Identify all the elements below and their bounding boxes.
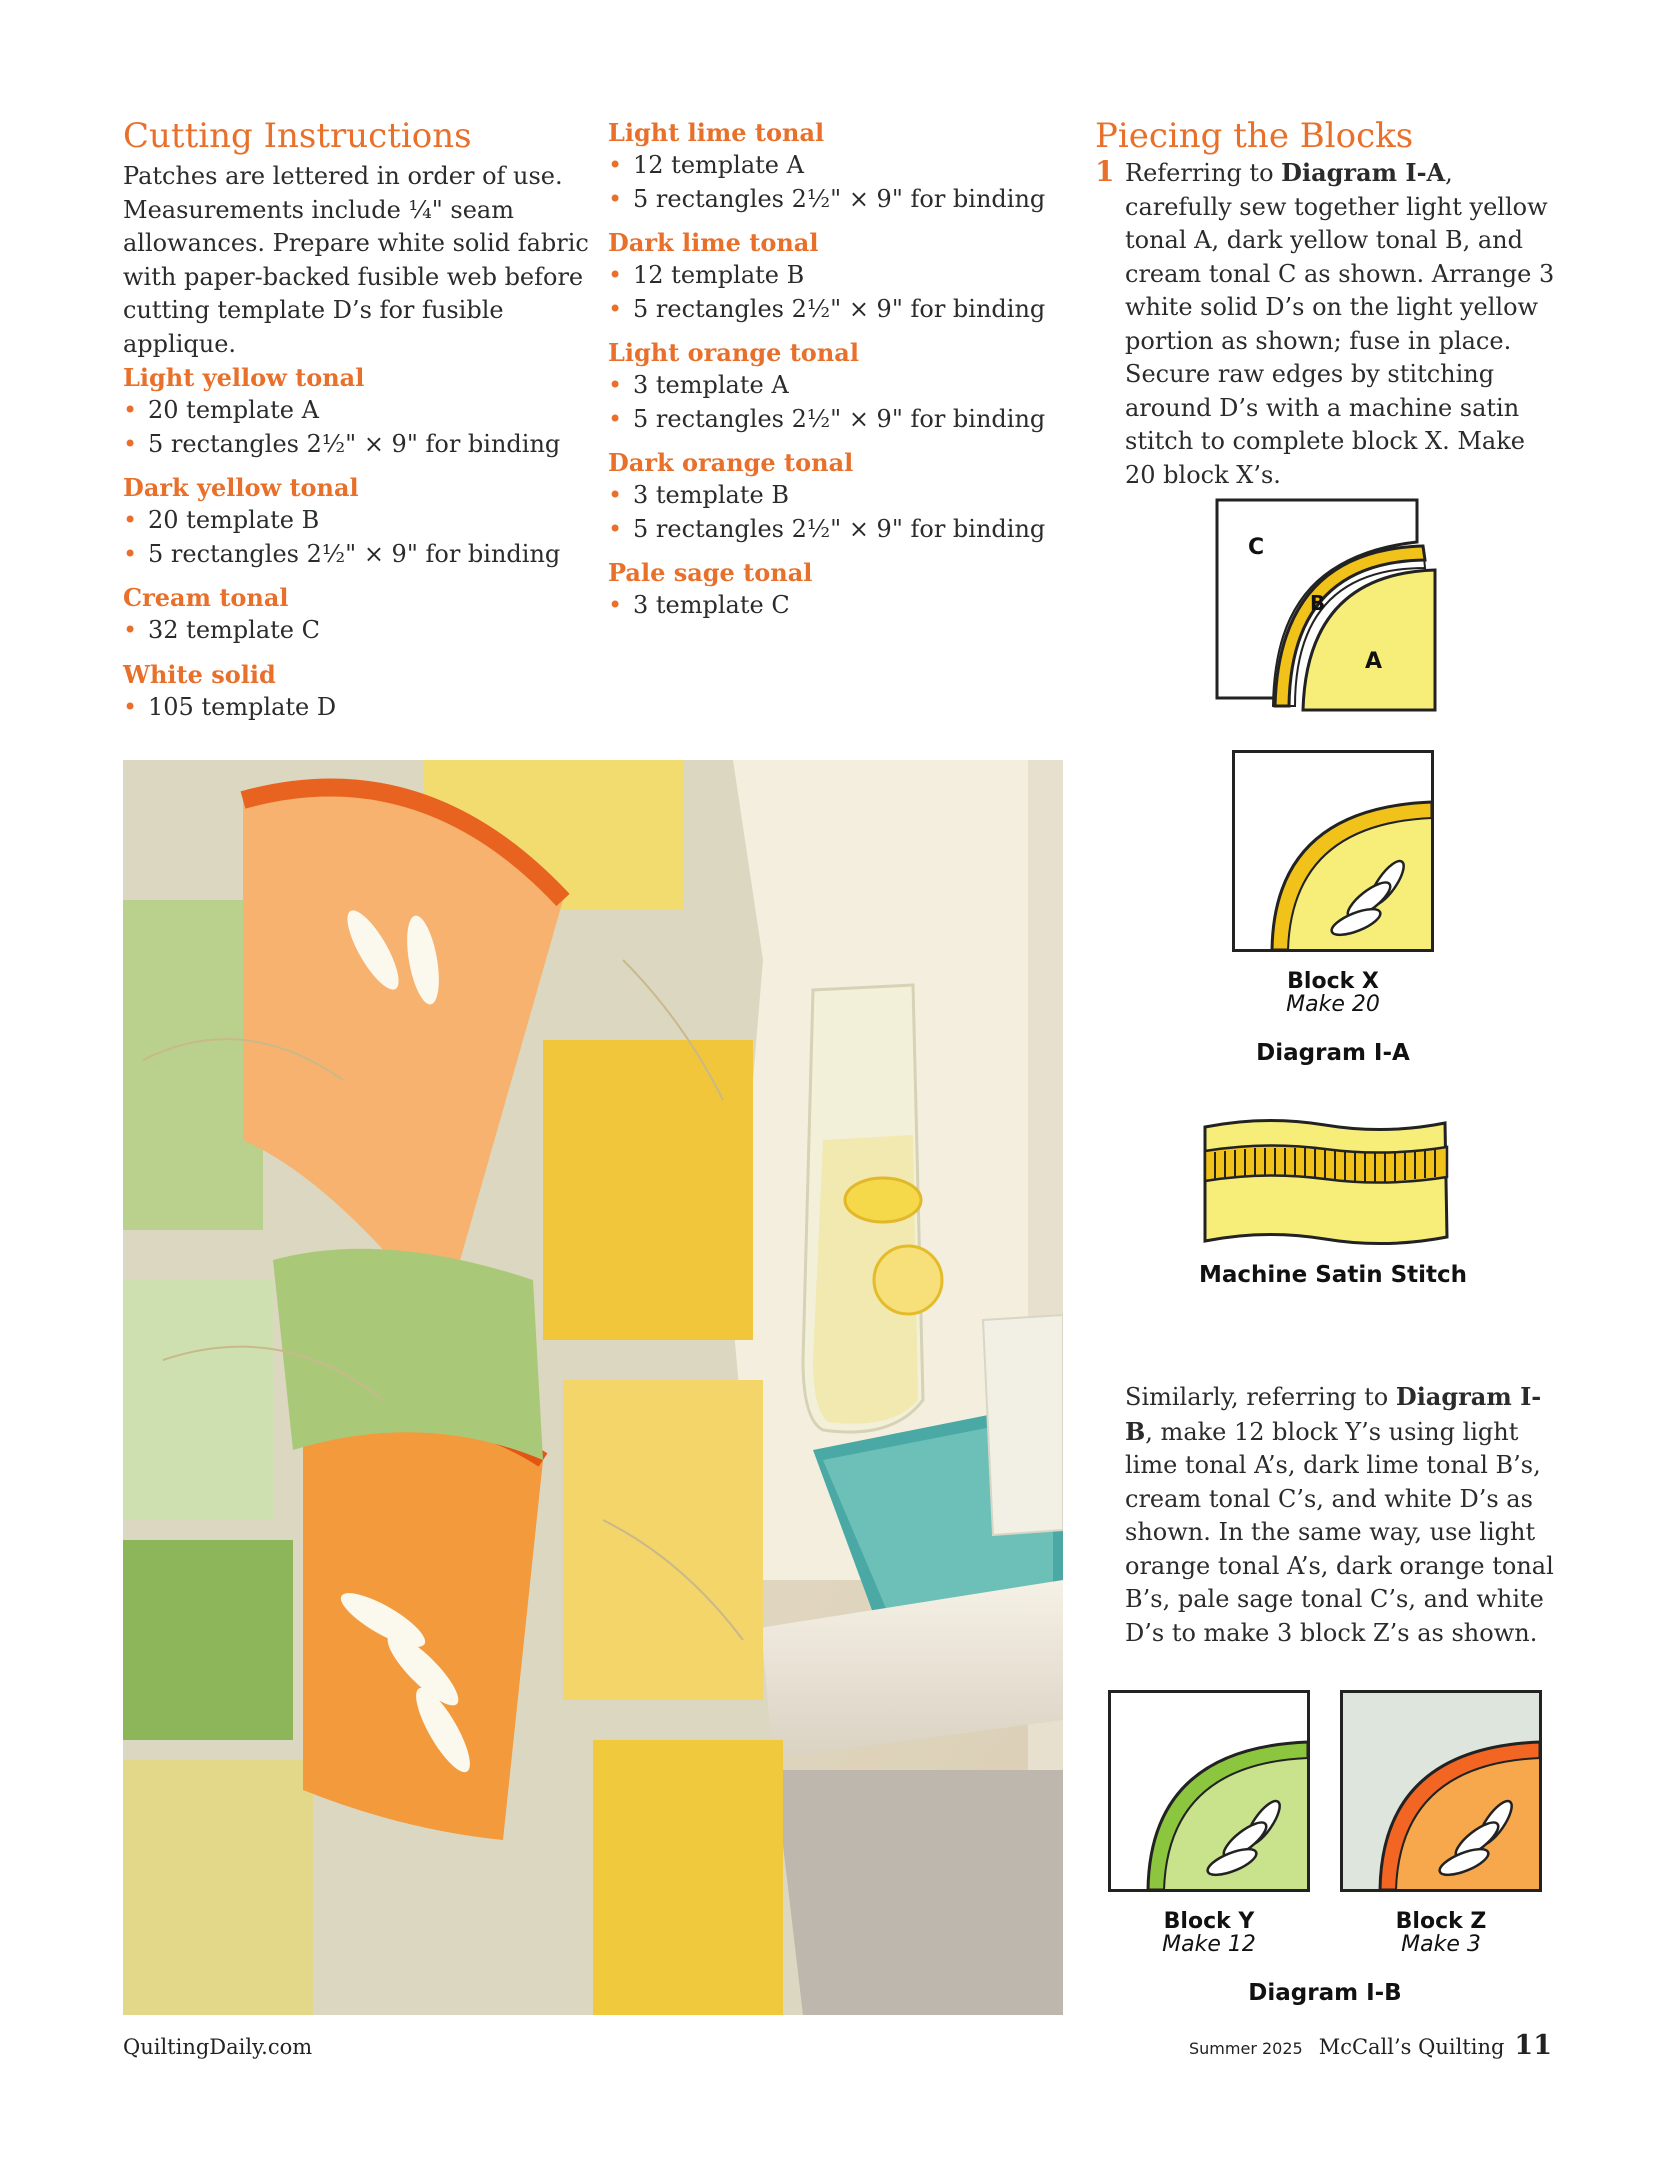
satin-stitch-caption: Machine Satin Stitch bbox=[1198, 1262, 1468, 1288]
diagram-ib-title: Diagram I-B bbox=[1248, 1980, 1402, 2006]
list-item: • 5 rectangles 2½" × 9" for binding bbox=[608, 403, 1048, 437]
footer-publication bbox=[1189, 2030, 1552, 2061]
piecing-title: Piecing the Blocks bbox=[1095, 116, 1414, 156]
step-1b-text-a: Similarly, referring to bbox=[1125, 1383, 1396, 1411]
label-a: A bbox=[1365, 649, 1383, 674]
footer-season: Summer 2025 bbox=[1189, 2039, 1303, 2058]
step-1-paragraph bbox=[1095, 156, 1555, 492]
diagram-ia-assembly bbox=[1215, 498, 1437, 720]
diagram-reference: Diagram I-B bbox=[1125, 1382, 1542, 1446]
list-item: • 105 template D bbox=[123, 691, 593, 725]
diagram-ia-title: Diagram I-A bbox=[1256, 1040, 1410, 1066]
cutting-title: Cutting Instructions bbox=[123, 116, 472, 156]
step-1-text-a: Referring to bbox=[1125, 159, 1282, 187]
block-x-count: Make 20 bbox=[1286, 992, 1380, 1017]
block-y-caption bbox=[1109, 1910, 1309, 1956]
group-name: Dark yellow tonal bbox=[123, 473, 359, 502]
list-item: • 5 rectangles 2½" × 9" for binding bbox=[608, 513, 1048, 547]
block-z-caption bbox=[1341, 1910, 1541, 1956]
satin-stitch-illustration bbox=[1195, 1115, 1457, 1255]
list-item: • 5 rectangles 2½" × 9" for binding bbox=[608, 183, 1048, 217]
cutting-column-left bbox=[123, 116, 593, 734]
cutting-column-middle bbox=[608, 116, 1048, 633]
block-x-name: Block X bbox=[1287, 969, 1379, 994]
block-y-count: Make 12 bbox=[1162, 1932, 1256, 1957]
list-item: • 5 rectangles 2½" × 9" for binding bbox=[123, 428, 593, 462]
footer-magazine: McCall’s Quilting bbox=[1318, 2035, 1505, 2059]
group-list bbox=[123, 394, 593, 461]
page-number: 11 bbox=[1514, 2030, 1552, 2061]
group-name: Pale sage tonal bbox=[608, 558, 813, 587]
group-list bbox=[608, 259, 1048, 326]
block-x-diagram bbox=[1232, 750, 1434, 952]
label-c: C bbox=[1248, 535, 1265, 560]
group-list bbox=[608, 149, 1048, 216]
group-list bbox=[608, 589, 1048, 623]
group-name: Dark lime tonal bbox=[608, 228, 819, 257]
list-item: • 3 template A bbox=[608, 369, 1048, 403]
list-item: • 20 template B bbox=[123, 504, 593, 538]
list-item: • 5 rectangles 2½" × 9" for binding bbox=[123, 538, 593, 572]
group-name: Dark orange tonal bbox=[608, 448, 854, 477]
list-item: • 32 template C bbox=[123, 614, 593, 648]
group-name: Cream tonal bbox=[123, 583, 289, 612]
block-z-name: Block Z bbox=[1395, 1909, 1487, 1934]
cutting-intro: Patches are lettered in order of use. Measurements include ¼" seam allowances. Prepare white solid fabric with paper-backed fusible web before cutting template D’s for fusible applique. bbox=[123, 162, 589, 358]
list-item: • 5 rectangles 2½" × 9" for binding bbox=[608, 293, 1048, 327]
list-item: • 3 template B bbox=[608, 479, 1048, 513]
list-item: • 20 template A bbox=[123, 394, 593, 428]
group-name: Light orange tonal bbox=[608, 338, 859, 367]
group-list bbox=[123, 504, 593, 571]
block-x-caption bbox=[1233, 970, 1433, 1016]
block-z-diagram bbox=[1340, 1690, 1542, 1892]
group-list bbox=[608, 479, 1048, 546]
step-1b-text-b: , make 12 block Y’s using light lime tonal A’s, dark lime tonal B’s, cream tonal C’s, and white D’s as shown. In the same way, use light orange tonal A’s, dark orange tonal B’s, pale sage tonal C’s, and white D’s to make 3 block Z’s as shown. bbox=[1125, 1417, 1554, 1647]
list-item: • 3 template C bbox=[608, 589, 1048, 623]
diagram-reference: Diagram I-A bbox=[1281, 158, 1446, 187]
step-1-text-b: , carefully sew together light yellow tonal A, dark yellow tonal B, and cream tonal C as shown. Arrange 3 white solid D’s on the light yellow portion as shown; fuse in place. Secure raw edges by stitching around D’s with a machine satin stitch to complete block X. Make 20 block X’s. bbox=[1125, 159, 1555, 489]
step-number: 1 bbox=[1095, 155, 1115, 188]
list-item: • 12 template B bbox=[608, 259, 1048, 293]
group-list bbox=[608, 369, 1048, 436]
group-name: White solid bbox=[123, 659, 276, 689]
block-y-diagram bbox=[1108, 1690, 1310, 1892]
footer-site-link[interactable]: QuiltingDaily.com bbox=[123, 2035, 313, 2059]
quilt-photo bbox=[123, 760, 1063, 2015]
label-b: B bbox=[1310, 591, 1326, 615]
group-list bbox=[123, 691, 593, 725]
quilt-photo-illustration bbox=[123, 760, 1063, 2015]
group-name: Light yellow tonal bbox=[123, 363, 365, 392]
group-list bbox=[123, 614, 593, 648]
block-z-count: Make 3 bbox=[1401, 1932, 1481, 1957]
block-y-name: Block Y bbox=[1163, 1909, 1255, 1934]
step-1b-paragraph bbox=[1125, 1380, 1565, 1650]
group-name: Light lime tonal bbox=[608, 118, 825, 147]
list-item: • 12 template A bbox=[608, 149, 1048, 183]
piecing-section bbox=[1095, 116, 1555, 492]
